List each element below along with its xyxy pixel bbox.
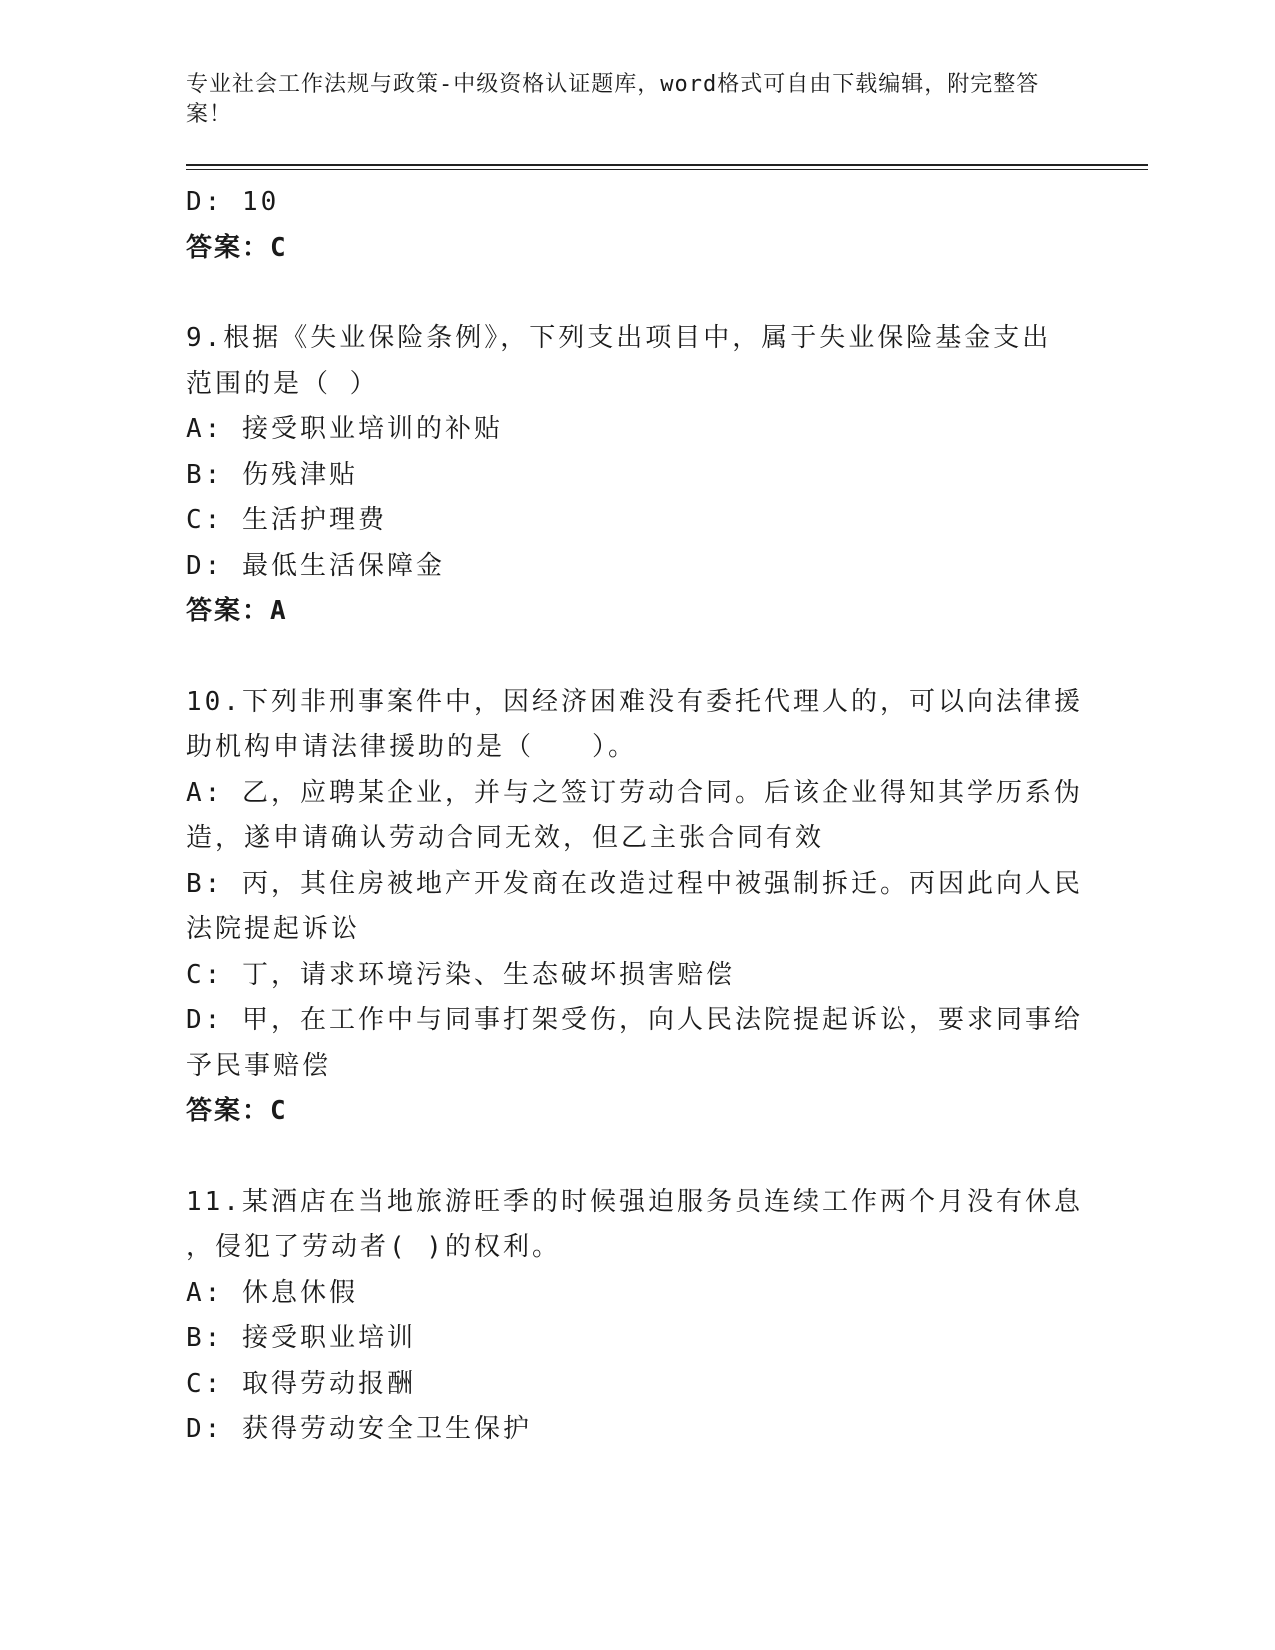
question-stem-line: 范围的是（ ） (186, 368, 379, 399)
question-stem-line: 10.下列非刑事案件中，因经济困难没有委托代理人的，可以向法律援 (186, 686, 1083, 717)
option-a: A: 接受职业培训的补贴 (186, 414, 503, 444)
question-stem-line: 9.根据《失业保险条例》，下列支出项目中，属于失业保险基金支出 (186, 323, 1052, 353)
option-b: B: 接受职业培训 (186, 1323, 416, 1353)
option-d: D: 甲，在工作中与同事打架受伤，向人民法院提起诉讼，要求同事给 (186, 1005, 1083, 1035)
option-c: C: 取得劳动报酬 (186, 1368, 416, 1399)
option-c: C: 丁，请求环境污染、生态破坏损害赔偿 (186, 959, 735, 990)
header-divider (186, 164, 1148, 170)
question-11 (186, 1180, 1146, 1453)
document-page (186, 70, 1146, 1453)
option-a-continued: 造，遂申请确认劳动合同无效，但乙主张合同有效 (186, 823, 825, 853)
option-a: A: 乙，应聘某企业，并与之签订劳动合同。后该企业得知其学历系伪 (186, 777, 1083, 808)
option-d: D: 最低生活保障金 (186, 550, 445, 581)
page-header: 专业社会工作法规与政策-中级资格认证题库，word格式可自由下载编辑，附完整答案！ (186, 72, 1040, 127)
option-a: A: 休息休假 (186, 1277, 358, 1308)
option-c: C: 生活护理费 (186, 505, 387, 535)
option-b-continued: 法院提起诉讼 (186, 914, 361, 944)
document-body (186, 180, 1146, 1453)
question-stem-line: 11.某酒店在当地旅游旺季的时候强迫服务员连续工作两个月没有休息 (186, 1186, 1083, 1217)
option-d-continued: 予民事赔偿 (186, 1050, 332, 1081)
option-d: D: 10 (186, 187, 280, 217)
option-b: B: 丙，其住房被地产开发商在改造过程中被强制拆迁。丙因此向人民 (186, 868, 1083, 899)
question-10 (186, 680, 1146, 1135)
answer-line: 答案：A (186, 596, 288, 626)
option-b: B: 伤残津贴 (186, 459, 358, 490)
answer-line: 答案：C (186, 232, 288, 263)
question-9 (186, 316, 1146, 635)
answer-line: 答案：C (186, 1096, 288, 1126)
continued-question (186, 180, 1146, 271)
question-stem-line: ，侵犯了劳动者( )的权利。 (186, 1232, 561, 1262)
question-stem-line: 助机构申请法律援助的是（ ）。 (186, 732, 638, 762)
option-d: D: 获得劳动安全卫生保护 (186, 1414, 532, 1444)
